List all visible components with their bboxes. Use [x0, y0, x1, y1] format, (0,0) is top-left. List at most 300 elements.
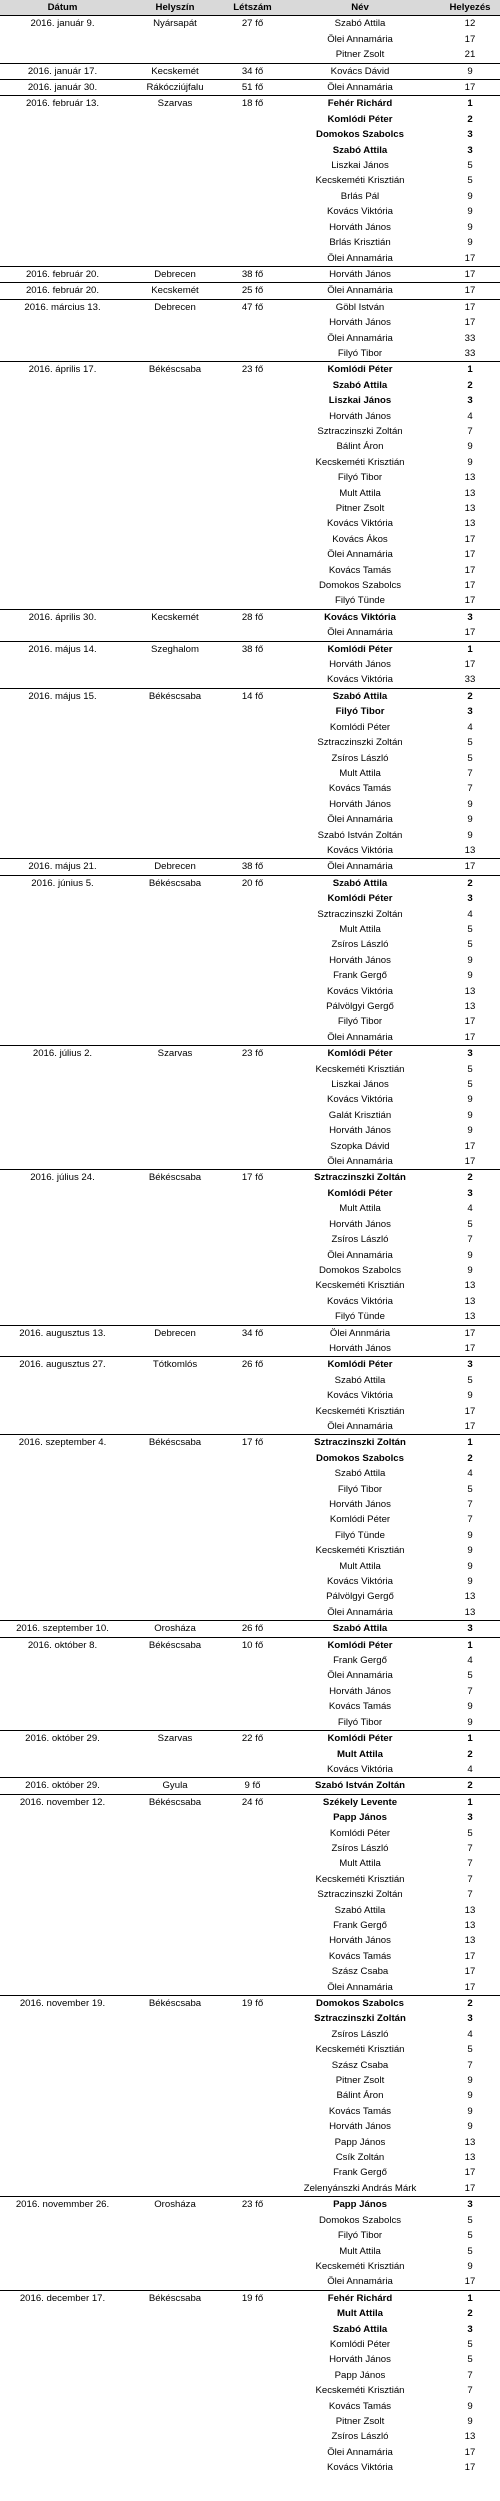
- placement: 7: [467, 783, 473, 795]
- competitor-name: Zelenyánszki András Márk: [303, 2182, 417, 2194]
- table-row: [0, 2352, 500, 2367]
- competitor-name: Zsíros László: [331, 1842, 389, 1854]
- table-row: [0, 1574, 500, 1589]
- competitor-name: Kovács Viktória: [327, 1390, 393, 1402]
- event-place: [125, 2429, 225, 2444]
- competitor-name: Horváth János: [329, 2121, 391, 2133]
- event-date: [0, 2337, 125, 2352]
- event-place: [125, 1903, 225, 1918]
- competitor-name: Ölei Annamária: [327, 1249, 393, 1261]
- participant-count: [225, 1123, 280, 1138]
- competitor-name: Szabó István Zoltán: [317, 829, 403, 841]
- competitor-name: Ölei Annamária: [327, 332, 393, 344]
- event-date: [0, 393, 125, 408]
- event-date: [0, 1062, 125, 1077]
- event-date: [0, 2058, 125, 2073]
- placement: 17: [464, 549, 476, 561]
- placement: 7: [467, 425, 473, 437]
- placement: 7: [467, 1499, 473, 1510]
- event-date: 2016. július 2.: [0, 1046, 125, 1062]
- event-place: [125, 1856, 225, 1871]
- event-place: [125, 1341, 225, 1357]
- participant-count: [225, 625, 280, 641]
- participant-count: [225, 2399, 280, 2414]
- event-place: [125, 891, 225, 906]
- event-date: [0, 1466, 125, 1481]
- competitor-name: Zsíros László: [331, 2028, 389, 2040]
- participant-count: [225, 735, 280, 750]
- competitor-name: Horváth János: [329, 1218, 391, 1230]
- participant-count: 26 fő: [225, 1357, 280, 1373]
- competitor-name: Filyó Tibor: [337, 2230, 383, 2242]
- competitor-name: Domokos Szabolcs: [280, 1996, 440, 2012]
- competitor-name: Szabó Attila: [280, 1621, 440, 1637]
- placement: 5: [467, 1827, 473, 1839]
- table-row: [0, 315, 500, 330]
- participant-count: [225, 1294, 280, 1309]
- competitor-name: Brlás Krisztián: [329, 237, 391, 249]
- table-row: [0, 501, 500, 516]
- participant-count: [225, 1388, 280, 1403]
- placement: 5: [467, 1670, 473, 1682]
- competitor-name: Kovács Tamás: [328, 2105, 392, 2117]
- participant-count: 34 fő: [225, 1325, 280, 1341]
- event-place: [125, 1589, 225, 1604]
- participant-count: [225, 843, 280, 859]
- competitor-name: Horváth János: [280, 266, 440, 282]
- placement: 7: [467, 1685, 473, 1697]
- event-place: Gyula: [125, 1778, 225, 1794]
- event-date: [0, 1092, 125, 1107]
- placement: 9: [467, 829, 473, 841]
- placement: 7: [467, 1889, 473, 1901]
- placement: 9: [467, 954, 473, 966]
- placement: 17: [464, 1405, 476, 1417]
- table-row: [0, 657, 500, 672]
- competitor-name: Ölei Annamária: [280, 859, 440, 875]
- table-row: [0, 2213, 500, 2228]
- event-date: [0, 2073, 125, 2088]
- participant-count: [225, 2058, 280, 2073]
- event-place: Tótkomlós: [125, 1357, 225, 1373]
- event-place: [125, 1278, 225, 1293]
- table-row: [0, 455, 500, 470]
- placement: 4: [467, 1468, 473, 1480]
- event-date: [0, 907, 125, 922]
- table-row: [0, 189, 500, 204]
- competitor-name: Frank Gergő: [333, 2167, 387, 2179]
- participant-count: [225, 1497, 280, 1512]
- participant-count: [225, 907, 280, 922]
- table-row: [0, 2244, 500, 2259]
- competitor-name: Sztraczinszki Zoltán: [314, 2013, 406, 2025]
- event-place: [125, 1559, 225, 1574]
- placement: 2: [467, 1748, 473, 1760]
- event-place: [125, 1699, 225, 1714]
- participant-count: [225, 47, 280, 63]
- event-date: [0, 2306, 125, 2321]
- event-place: [125, 251, 225, 267]
- event-place: [125, 2011, 225, 2026]
- event-date: [0, 2259, 125, 2274]
- placement: 9: [467, 456, 473, 468]
- event-place: [125, 2213, 225, 2228]
- participant-count: [225, 1715, 280, 1731]
- table-row: [0, 299, 500, 315]
- event-date: [0, 812, 125, 827]
- event-place: [125, 2058, 225, 2073]
- event-date: [0, 1201, 125, 1216]
- table-row: [0, 891, 500, 906]
- participant-count: 38 fő: [225, 641, 280, 657]
- placement: 5: [467, 1483, 473, 1495]
- event-date: [0, 516, 125, 531]
- event-place: Rákóczіújfalu: [125, 80, 225, 96]
- participant-count: [225, 812, 280, 827]
- event-place: [125, 625, 225, 641]
- event-date: [0, 501, 125, 516]
- competitor-name: Pálvölgyi Gergő: [326, 1001, 394, 1012]
- table-row: [0, 393, 500, 408]
- table-row: [0, 1653, 500, 1668]
- event-date: [0, 409, 125, 424]
- event-date: 2016. január 30.: [0, 80, 125, 96]
- competitor-name: Ölei Annamária: [280, 80, 440, 96]
- table-row: [0, 378, 500, 393]
- event-date: 2016. július 24.: [0, 1170, 125, 1186]
- competitor-name: Kecskeméti Krisztián: [315, 456, 405, 468]
- event-place: [125, 2337, 225, 2352]
- event-date: [0, 1278, 125, 1293]
- table-row: [0, 609, 500, 625]
- placement: 4: [467, 1203, 473, 1215]
- event-date: [0, 486, 125, 501]
- participant-count: [225, 1154, 280, 1170]
- placement: 17: [440, 266, 500, 282]
- competitor-name: Komlódi Péter: [280, 1357, 440, 1373]
- event-place: Békéscsaba: [125, 688, 225, 704]
- participant-count: [225, 127, 280, 142]
- event-place: [125, 2383, 225, 2398]
- event-date: [0, 781, 125, 796]
- event-place: [125, 547, 225, 562]
- event-date: [0, 547, 125, 562]
- event-date: 2016. október 8.: [0, 1637, 125, 1653]
- table-row: [0, 1980, 500, 1996]
- placement: 7: [467, 1234, 473, 1246]
- placement: 9: [467, 1545, 473, 1557]
- table-row: [0, 766, 500, 781]
- table-row: [0, 1872, 500, 1887]
- event-date: [0, 1841, 125, 1856]
- participant-count: 23 fő: [225, 1046, 280, 1062]
- competitor-name: Székely Levente: [280, 1794, 440, 1810]
- event-place: [125, 657, 225, 672]
- competitor-name: Filyó Tibor: [337, 1016, 383, 1028]
- event-date: [0, 1810, 125, 1825]
- placement: 5: [467, 2338, 473, 2350]
- competitor-name: Szabó István Zoltán: [280, 1778, 440, 1794]
- participant-count: [225, 2119, 280, 2134]
- table-row: [0, 1170, 500, 1186]
- competitor-name: Mult Attila: [336, 2308, 383, 2320]
- participant-count: [225, 1903, 280, 1918]
- participant-count: [225, 2213, 280, 2228]
- event-place: [125, 1108, 225, 1123]
- event-date: [0, 1528, 125, 1543]
- event-place: [125, 2135, 225, 2150]
- competitor-name: Kovács Viktória: [327, 1295, 393, 1307]
- placement: 1: [440, 362, 500, 378]
- table-row: [0, 1528, 500, 1543]
- participant-count: [225, 251, 280, 267]
- table-row: [0, 251, 500, 267]
- competitor-name: Pitner Zsolt: [335, 49, 385, 61]
- competitor-name: Ölei Annamária: [280, 283, 440, 299]
- event-date: [0, 1933, 125, 1948]
- competitor-name: Szabó Attila: [332, 144, 388, 156]
- table-row: [0, 204, 500, 219]
- event-date: [0, 2135, 125, 2150]
- participant-count: [225, 1108, 280, 1123]
- competitor-name: Kecskeméti Krisztián: [315, 1063, 405, 1075]
- participant-count: [225, 1574, 280, 1589]
- table-row: [0, 1077, 500, 1092]
- event-date: [0, 2088, 125, 2103]
- competitor-name: Papp János: [280, 2197, 440, 2213]
- event-date: [0, 1949, 125, 1964]
- event-place: [125, 593, 225, 609]
- competitor-name: Mult Attila: [339, 487, 381, 499]
- table-row: [0, 127, 500, 142]
- placement: 17: [464, 595, 476, 607]
- competitor-name: Komlódi Péter: [280, 1046, 440, 1062]
- competitor-name: Mult Attila: [339, 1560, 381, 1572]
- participant-count: [225, 2383, 280, 2398]
- placement: 1: [440, 1637, 500, 1653]
- participant-count: [225, 1918, 280, 1933]
- event-place: [125, 578, 225, 593]
- placement: 2: [440, 1778, 500, 1794]
- table-row: [0, 547, 500, 562]
- table-row: [0, 578, 500, 593]
- placement: 3: [467, 129, 473, 141]
- participant-count: 19 fő: [225, 2290, 280, 2306]
- placement: 17: [464, 580, 476, 592]
- table-row: [0, 1014, 500, 1029]
- competitor-name: Kovács Viktória: [327, 518, 393, 530]
- participant-count: [225, 2259, 280, 2274]
- placement: 17: [464, 317, 476, 329]
- table-row: [0, 1341, 500, 1357]
- table-row: [0, 516, 500, 531]
- competitor-name: Domokos Szabolcs: [318, 2214, 402, 2226]
- participant-count: [225, 578, 280, 593]
- table-row: [0, 999, 500, 1014]
- event-place: [125, 112, 225, 127]
- table-row: [0, 173, 500, 188]
- event-date: 2016. augusztus 13.: [0, 1325, 125, 1341]
- table-row: [0, 1715, 500, 1731]
- competitor-name: Horváth János: [329, 1125, 391, 1137]
- event-date: [0, 2228, 125, 2243]
- placement: 17: [464, 1016, 476, 1028]
- participant-count: [225, 1589, 280, 1604]
- participant-count: [225, 2460, 280, 2475]
- event-date: [0, 378, 125, 393]
- event-date: [0, 1918, 125, 1933]
- competitor-name: Horváth János: [329, 1499, 391, 1510]
- competitor-name: Ölei Annmária: [280, 1325, 440, 1341]
- competitor-name: Ölei Annamária: [327, 2446, 393, 2458]
- competitor-name: Filyó Tibor: [337, 1483, 383, 1495]
- table-row: [0, 2337, 500, 2352]
- competitor-name: Ölei Annamária: [327, 1606, 393, 1618]
- table-row: [0, 1949, 500, 1964]
- table-row: [0, 1903, 500, 1918]
- table-row: [0, 1451, 500, 1466]
- event-place: [125, 1543, 225, 1558]
- event-place: [125, 2322, 225, 2337]
- placement: 2: [467, 1452, 473, 1464]
- table-row: [0, 143, 500, 158]
- table-row: [0, 2322, 500, 2337]
- placement: 2: [440, 1170, 500, 1186]
- event-place: [125, 812, 225, 827]
- event-date: [0, 1154, 125, 1170]
- placement: 13: [464, 1591, 476, 1603]
- competitor-name: Domokos Szabolcs: [316, 129, 404, 141]
- competitor-name: Komlódi Péter: [329, 1514, 391, 1526]
- participant-count: [225, 1653, 280, 1668]
- table-row: [0, 720, 500, 735]
- event-place: [125, 143, 225, 158]
- event-place: [125, 1062, 225, 1077]
- placement: 5: [467, 175, 473, 187]
- placement: 4: [467, 410, 473, 422]
- participant-count: [225, 1887, 280, 1902]
- event-date: [0, 2165, 125, 2180]
- competitor-name: Galát Krisztián: [328, 1109, 392, 1121]
- event-date: [0, 127, 125, 142]
- competitor-name: Göbl István: [280, 299, 440, 315]
- event-place: [125, 2368, 225, 2383]
- placement: 13: [464, 1904, 476, 1916]
- competitor-name: Ölei Annamária: [327, 1420, 393, 1432]
- placement: 3: [467, 1812, 473, 1824]
- event-date: 2016. szeptember 4.: [0, 1435, 125, 1451]
- placement: 3: [440, 2197, 500, 2213]
- participant-count: [225, 2027, 280, 2042]
- participant-count: [225, 766, 280, 781]
- participant-count: [225, 1186, 280, 1201]
- participant-count: [225, 1699, 280, 1714]
- participant-count: [225, 532, 280, 547]
- event-date: [0, 1232, 125, 1247]
- placement: 17: [464, 2182, 476, 2194]
- competitor-name: Liszkai János: [331, 1079, 389, 1091]
- event-date: [0, 112, 125, 127]
- placement: 9: [467, 798, 473, 810]
- event-place: [125, 735, 225, 750]
- event-date: [0, 2274, 125, 2290]
- placement: 9: [467, 1125, 473, 1137]
- event-place: [125, 1030, 225, 1046]
- event-place: [125, 953, 225, 968]
- placement: 3: [440, 1046, 500, 1062]
- competitor-name: Ölei Annamária: [327, 549, 393, 561]
- competitor-name: Sztraczinszki Zoltán: [317, 425, 403, 437]
- event-place: [125, 1980, 225, 1996]
- event-place: [125, 843, 225, 859]
- event-date: 2016. február 20.: [0, 283, 125, 299]
- event-date: [0, 2104, 125, 2119]
- event-date: [0, 235, 125, 250]
- placement: 3: [467, 144, 473, 156]
- competitor-name: Pitner Zsolt: [335, 2415, 385, 2427]
- placement: 13: [464, 472, 476, 484]
- event-place: [125, 984, 225, 999]
- placement: 13: [464, 1280, 476, 1292]
- placement: 17: [440, 283, 500, 299]
- event-place: [125, 532, 225, 547]
- placement: 13: [464, 1935, 476, 1947]
- participant-count: [225, 547, 280, 562]
- event-place: [125, 409, 225, 424]
- table-row: [0, 1589, 500, 1604]
- placement: 9: [467, 1529, 473, 1541]
- participant-count: [225, 346, 280, 362]
- table-row: [0, 1559, 500, 1574]
- table-row: [0, 1841, 500, 1856]
- table-row: [0, 1466, 500, 1481]
- event-place: [125, 1918, 225, 1933]
- participant-count: [225, 1451, 280, 1466]
- competitor-name: Zsíros László: [331, 1234, 389, 1246]
- event-date: [0, 470, 125, 485]
- event-place: [125, 1217, 225, 1232]
- event-place: [125, 1139, 225, 1154]
- event-place: Debrecen: [125, 266, 225, 282]
- competitor-name: Ölei Annamária: [327, 1670, 393, 1682]
- event-date: [0, 735, 125, 750]
- participant-count: [225, 1826, 280, 1841]
- placement: 7: [467, 1842, 473, 1854]
- event-date: [0, 1512, 125, 1527]
- table-row: [0, 1933, 500, 1948]
- table-row: [0, 1263, 500, 1278]
- competitor-name: Filyó Tibor: [337, 1716, 383, 1728]
- event-place: [125, 1574, 225, 1589]
- event-date: [0, 189, 125, 204]
- event-date: [0, 1747, 125, 1762]
- table-row: [0, 63, 500, 79]
- placement: 13: [464, 518, 476, 530]
- participant-count: [225, 409, 280, 424]
- placement: 9: [467, 1701, 473, 1713]
- participant-count: 10 fő: [225, 1637, 280, 1653]
- competitor-name: Kovács Tamás: [328, 783, 392, 795]
- competitor-name: Komlódi Péter: [280, 641, 440, 657]
- event-place: Szarvas: [125, 1731, 225, 1747]
- event-date: [0, 720, 125, 735]
- participant-count: [225, 593, 280, 609]
- competitor-name: Filyó Tibor: [337, 472, 383, 484]
- placement: 9: [467, 2400, 473, 2412]
- event-place: [125, 235, 225, 250]
- event-date: [0, 1543, 125, 1558]
- competitor-name: Ölei Annamária: [327, 252, 393, 264]
